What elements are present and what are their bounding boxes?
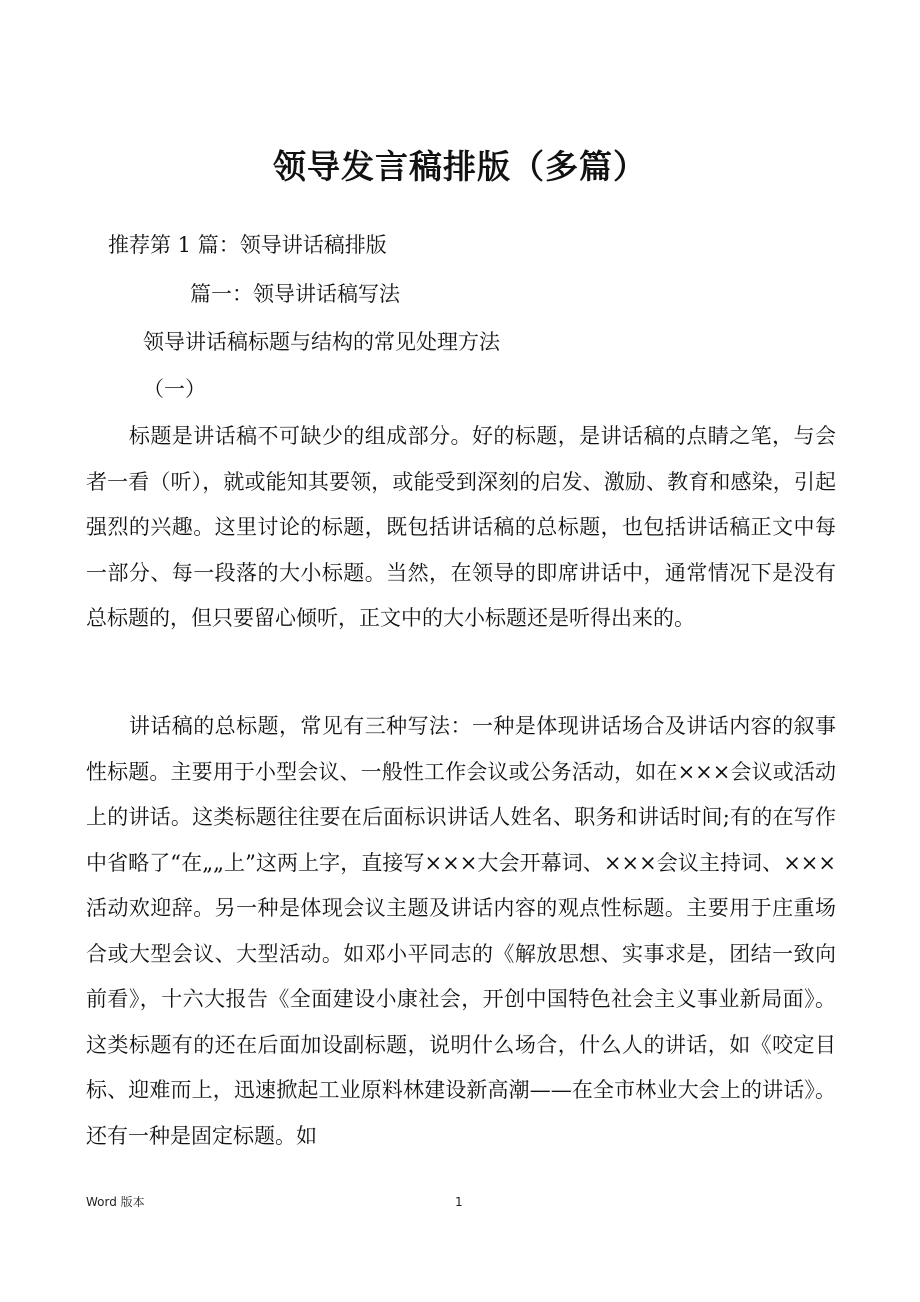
subheading: 领导讲话稿标题与结构的常见处理方法 <box>143 330 500 354</box>
section-heading: 篇一：领导讲话稿写法 <box>190 282 400 306</box>
document-title: 领导发言稿排版（多篇） <box>273 147 647 186</box>
recommend-heading: 推荐第 1 篇：领导讲话稿排版 <box>108 233 387 257</box>
paragraph-2: 讲话稿的总标题，常见有三种写法：一种是体现讲话场合及讲话内容的叙事性标题。主要用于小型会议、一般性工作会议或公务活动，如在×××会议或活动上的讲话。这类标题往往要在后面标识讲话人姓名、职务和讲话时间;有的在写作中省略了“在„„上”这两上字，直接写×××大会开幕词、×××会议主持词、×××活动欢迎辞。另一种是体现会议主题及讲话内容的观点性标题。主要用于庄重场合或大型会议、大型活动。如邓小平同志的《解放思想、实事求是，团结一致向前看》，十六大报告《全面建设小康社会，开创中国特色社会主义事业新局面》。这类标题有的还在后面加设副标题，说明什么场合，什么人的讲话，如《咬定目标、迎难而上，迅速掀起工业原料林建设新高潮——在全市林业大会上的讲话》。还有一种是固定标题。如 <box>86 714 836 1148</box>
paragraph-1: 标题是讲话稿不可缺少的组成部分。好的标题，是讲话稿的点睛之笔，与会者一看（听），就或能知其要领，或能受到深刻的启发、激励、教育和感染，引起强烈的兴趣。这里讨论的标题，既包括讲话稿的总标题，也包括讲话稿正文中每一部分、每一段落的大小标题。当然，在领导的即席讲话中，通常情况下是没有总标题的，但只要留心倾听，正文中的大小标题还是听得出来的。 <box>86 424 836 630</box>
page-number: 1 <box>455 1195 463 1209</box>
part-marker: （一） <box>143 377 206 401</box>
footer-label: Word 版本 <box>86 1195 145 1209</box>
